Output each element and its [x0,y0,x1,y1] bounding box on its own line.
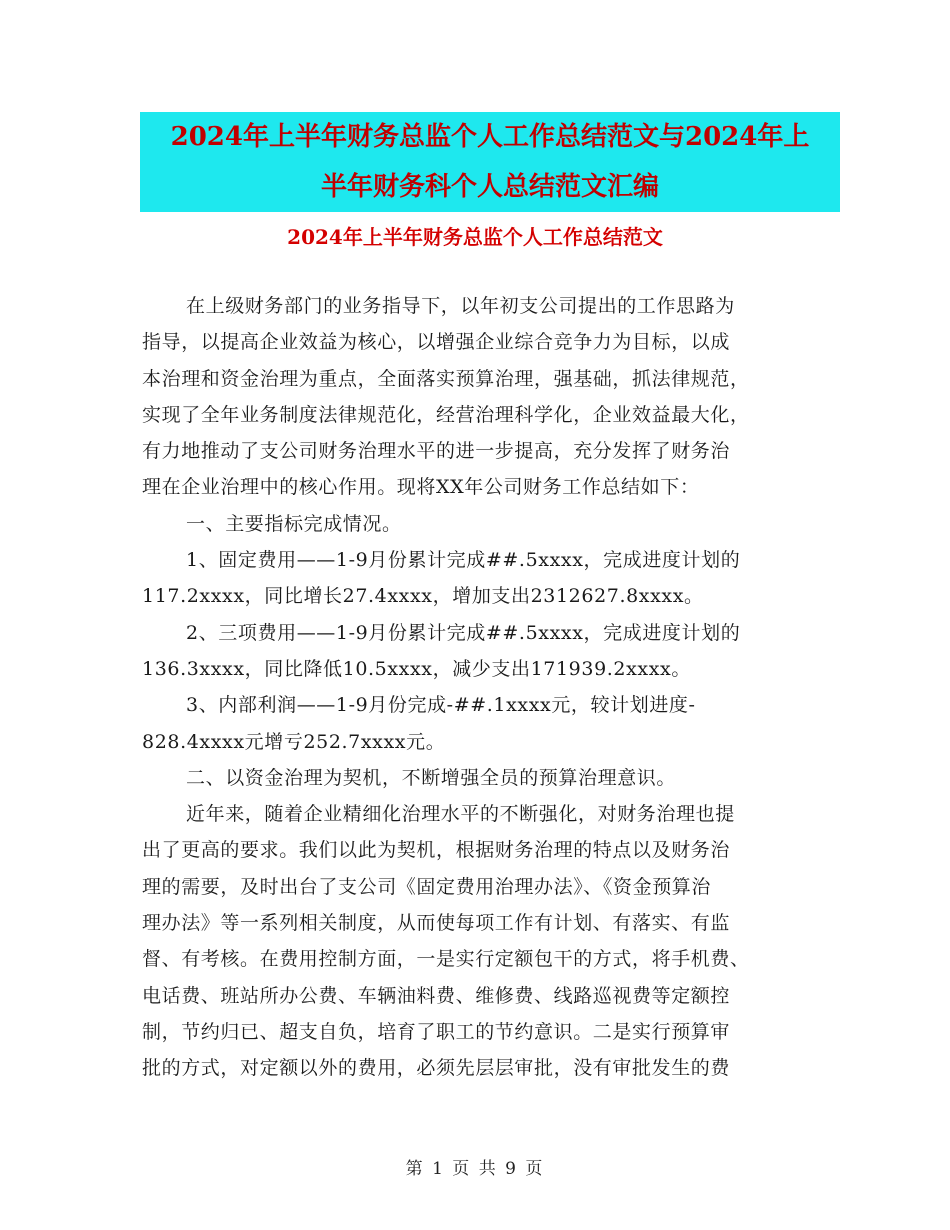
body-line: 批的方式，对定额以外的费用，必须先层层审批，没有审批发生的费 [142,1057,731,1080]
body-line: 指导，以提高企业效益为核心，以增强企业综合竞争力为目标，以成 [142,331,731,354]
body-line: 制，节约归已、超支自负，培育了职工的节约意识。二是实行预算审 [142,1020,731,1043]
body-line: 督、有考核。在费用控制方面，一是实行定额包干的方式，将手机费、 [142,948,750,971]
body-line: 理办法》等一系列相关制度，从而使每项工作有计划、有落实、有监 [142,912,731,935]
body-line: 828.4xxxx元增亏252.7xxxx元。 [142,730,446,753]
body-text [142,288,810,1087]
document-title [140,112,840,212]
section-title: 2024年上半年财务总监个人工作总结范文 [287,225,663,249]
body-line: 136.3xxxx，同比降低10.5xxxx，减少支出171939.2xxxx。 [142,657,691,680]
document-title-line-1: 2024年上半年财务总监个人工作总结范文与2024年上 [170,122,810,152]
section-heading: 二、以资金治理为契机，不断增强全员的预算治理意识。 [186,766,677,789]
body-line: 出了更高的要求。我们以此为契机，根据财务治理的特点以及财务治 [142,839,731,862]
section-heading: 一、主要指标完成情况。 [186,512,402,535]
body-line: 理的需要，及时出台了支公司《固定费用治理办法》、《资金预算治 [142,875,712,898]
body-line: 近年来，随着企业精细化治理水平的不断强化，对财务治理也提 [186,803,735,826]
body-line: 理在企业治理中的核心作用。现将XX年公司财务工作总结如下： [142,476,700,499]
document-title-line-2: 半年财务科个人总结范文汇编 [320,172,659,202]
body-line: 电话费、班站所办公费、车辆油料费、维修费、线路巡视费等定额控 [142,984,731,1007]
body-line: 2、三项费用——1-9月份累计完成##.5xxxx，完成进度计划的 [186,621,741,644]
body-line: 1、固定费用——1-9月份累计完成##.5xxxx，完成进度计划的 [186,549,741,572]
body-line: 在上级财务部门的业务指导下，以年初支公司提出的工作思路为 [186,295,735,317]
body-line: 有力地推动了支公司财务治理水平的进一步提高，充分发挥了财务治 [142,440,731,463]
body-line: 3、内部利润——1-9月份完成-##.1xxxx元，较计划进度- [186,694,696,717]
body-line: 117.2xxxx，同比增长27.4xxxx，增加支出2312627.8xxxx。 [142,585,704,608]
body-line: 本治理和资金治理为重点，全面落实预算治理，强基础，抓法律规范， [142,367,750,390]
page-footer: 第 1 页 共 9 页 [405,1159,545,1179]
body-line: 实现了全年业务制度法律规范化，经营治理科学化，企业效益最大化， [142,403,750,426]
